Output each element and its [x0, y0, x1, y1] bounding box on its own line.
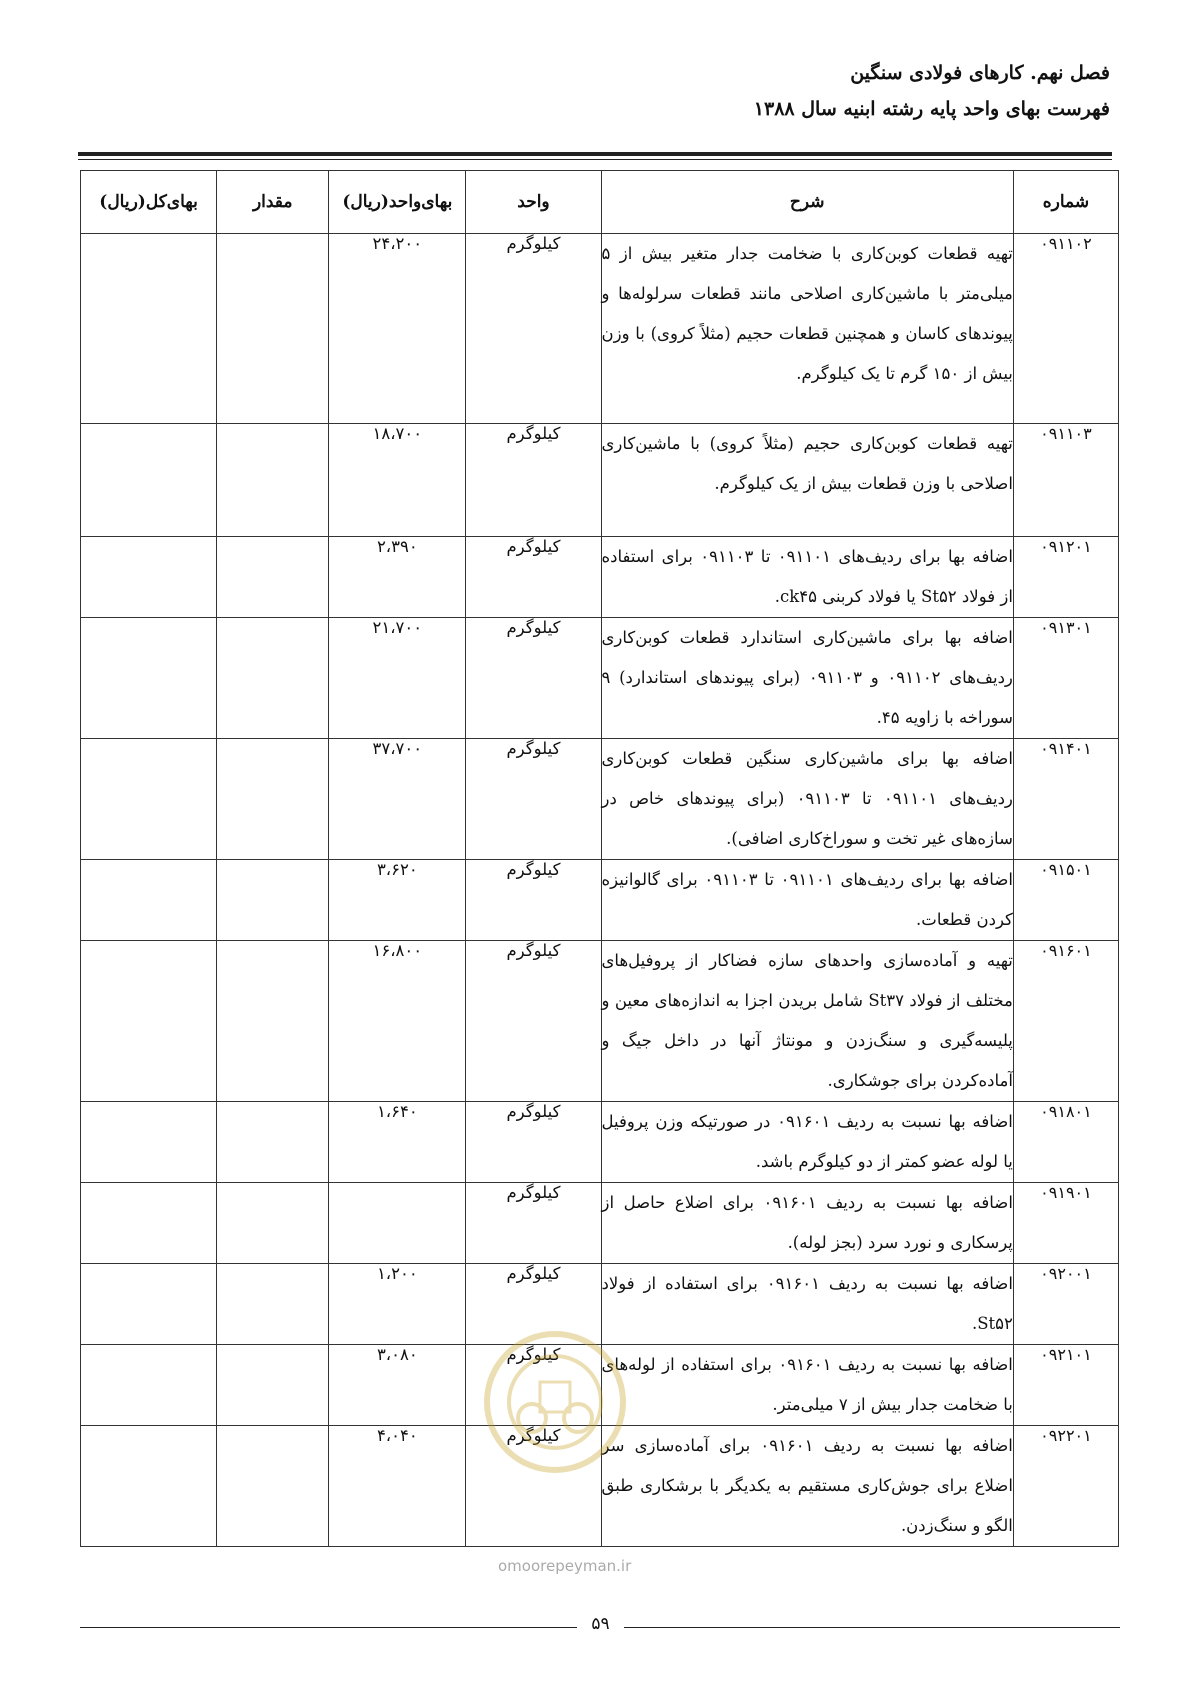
- item-number: ۰۹۱۴۰۱: [1013, 739, 1118, 860]
- item-number: ۰۹۱۵۰۱: [1013, 860, 1118, 941]
- page-number: ۵۹: [591, 1614, 610, 1634]
- col-quantity-header: مقدار: [217, 171, 329, 234]
- item-quantity: [217, 1264, 329, 1345]
- item-unit-price: ۱۸،۷۰۰: [329, 424, 466, 537]
- item-unit-price: ۲۴،۲۰۰: [329, 234, 466, 424]
- watermark-site-text: omoorepeyman.ir: [498, 1557, 632, 1575]
- item-total: [81, 1264, 217, 1345]
- item-unit-price: ۱،۶۴۰: [329, 1102, 466, 1183]
- table-row: [81, 860, 1119, 941]
- item-quantity: [217, 1183, 329, 1264]
- item-quantity: [217, 1345, 329, 1426]
- item-quantity: [217, 424, 329, 537]
- item-unit: کیلوگرم: [466, 941, 601, 1102]
- header-rule-thick: [78, 152, 1112, 156]
- item-total: [81, 1102, 217, 1183]
- page-header: [754, 62, 1110, 120]
- item-number: ۰۹۱۱۰۳: [1013, 424, 1118, 537]
- item-unit-price: ۲،۳۹۰: [329, 537, 466, 618]
- table-row: [81, 234, 1119, 424]
- footer-rule-right: [624, 1627, 1120, 1628]
- table-row: [81, 1183, 1119, 1264]
- item-unit: کیلوگرم: [466, 618, 601, 739]
- item-unit-price: ۳۷،۷۰۰: [329, 739, 466, 860]
- item-description: اضافه بها نسبت به ردیف ۰۹۱۶۰۱ برای استفاده از فولاد St۵۲.: [601, 1264, 1013, 1345]
- item-number: ۰۹۱۶۰۱: [1013, 941, 1118, 1102]
- item-unit: کیلوگرم: [466, 424, 601, 537]
- item-description: اضافه بها نسبت به ردیف ۰۹۱۶۰۱ برای اضلاع حاصل از پرسکاری و نورد سرد (بجز لوله).: [601, 1183, 1013, 1264]
- table-row: [81, 618, 1119, 739]
- table-row: [81, 537, 1119, 618]
- item-total: [81, 1345, 217, 1426]
- item-unit: کیلوگرم: [466, 234, 601, 424]
- watermark-seal-icon: [480, 1322, 630, 1482]
- col-total-header: بهای‌کل(ریال): [81, 171, 217, 234]
- item-quantity: [217, 537, 329, 618]
- item-total: [81, 618, 217, 739]
- item-number: ۰۹۱۳۰۱: [1013, 618, 1118, 739]
- item-quantity: [217, 739, 329, 860]
- item-total: [81, 1426, 217, 1547]
- table-row: [81, 739, 1119, 860]
- item-number: ۰۹۲۲۰۱: [1013, 1426, 1118, 1547]
- item-quantity: [217, 1102, 329, 1183]
- item-total: [81, 234, 217, 424]
- item-quantity: [217, 618, 329, 739]
- item-unit: کیلوگرم: [466, 1183, 601, 1264]
- table-row: [81, 1102, 1119, 1183]
- item-unit-price: ۳،۶۲۰: [329, 860, 466, 941]
- item-unit: کیلوگرم: [466, 860, 601, 941]
- item-description: اضافه بها نسبت به ردیف ۰۹۱۶۰۱ برای آماده‌سازی سر اضلاع برای جوش‌کاری مستقیم به یکدیگر با برشکاری طبق الگو و سنگ‌زدن.: [601, 1426, 1013, 1547]
- table-header-row: [81, 171, 1119, 234]
- item-quantity: [217, 1426, 329, 1547]
- item-description: اضافه بها برای ماشین‌کاری استاندارد قطعات کوبن‌کاری ردیف‌های ۰۹۱۱۰۲ و ۰۹۱۱۰۳ (برای پیوندهای استاندارد) ۹ سوراخه با زاویه ۴۵.: [601, 618, 1013, 739]
- table-row: [81, 941, 1119, 1102]
- item-number: ۰۹۱۱۰۲: [1013, 234, 1118, 424]
- item-quantity: [217, 941, 329, 1102]
- item-number: ۰۹۲۱۰۱: [1013, 1345, 1118, 1426]
- item-total: [81, 424, 217, 537]
- item-unit-price: ۱،۲۰۰: [329, 1264, 466, 1345]
- item-description: اضافه بها نسبت به ردیف ۰۹۱۶۰۱ در صورتیکه وزن پروفیل یا لوله عضو کمتر از دو کیلوگرم باشد.: [601, 1102, 1013, 1183]
- item-unit-price: ۳،۰۸۰: [329, 1345, 466, 1426]
- col-number-header: شماره: [1013, 171, 1118, 234]
- item-description: اضافه بها نسبت به ردیف ۰۹۱۶۰۱ برای استفاده از لوله‌های با ضخامت جدار بیش از ۷ میلی‌متر.: [601, 1345, 1013, 1426]
- item-description: اضافه بها برای ردیف‌های ۰۹۱۱۰۱ تا ۰۹۱۱۰۳ برای استفاده از فولاد St۵۲ یا فولاد کربنی ck۴۵.: [601, 537, 1013, 618]
- item-number: ۰۹۱۸۰۱: [1013, 1102, 1118, 1183]
- item-unit-price: ۱۶،۸۰۰: [329, 941, 466, 1102]
- item-description: اضافه بها برای ماشین‌کاری سنگین قطعات کوبن‌کاری ردیف‌های ۰۹۱۱۰۱ تا ۰۹۱۱۰۳ (برای پیوندهای خاص در سازه‌های غیر تخت و سوراخ‌کاری اضافی).: [601, 739, 1013, 860]
- item-quantity: [217, 860, 329, 941]
- item-total: [81, 860, 217, 941]
- item-description: تهیه و آماده‌سازی واحدهای سازه فضاکار از پروفیل‌های مختلف از فولاد St۳۷ شامل بریدن اجزا به اندازه‌های معین و پلیسه‌گیری و سنگ‌زدن و مونتاژ آنها در داخل جیگ و آماده‌کردن برای جوشکاری.: [601, 941, 1013, 1102]
- header-rule-thin: [78, 159, 1112, 160]
- chapter-title: فصل نهم. کارهای فولادی سنگین: [850, 62, 1110, 84]
- item-description: تهیه قطعات کوبن‌کاری حجیم (مثلاً کروی) با ماشین‌کاری اصلاحی با وزن قطعات بیش از یک کیلوگرم.: [601, 424, 1013, 537]
- col-unit-price-header: بهای‌واحد(ریال): [329, 171, 466, 234]
- item-unit-price: ۲۱،۷۰۰: [329, 618, 466, 739]
- col-description-header: شرح: [601, 171, 1013, 234]
- item-unit: کیلوگرم: [466, 1264, 601, 1345]
- item-quantity: [217, 234, 329, 424]
- item-unit: کیلوگرم: [466, 1345, 601, 1426]
- list-title: فهرست بهای واحد پایه رشته ابنیه سال ۱۳۸۸: [753, 98, 1110, 120]
- item-number: ۰۹۱۹۰۱: [1013, 1183, 1118, 1264]
- item-number: ۰۹۲۰۰۱: [1013, 1264, 1118, 1345]
- item-description: تهیه قطعات کوبن‌کاری با ضخامت جدار متغیر بیش از ۵ میلی‌متر با ماشین‌کاری اصلاحی مانند قطعات سرلوله‌ها و پیوندهای کاسان و همچنین قطعات حجیم (مثلاً کروی) با وزن بیش از ۱۵۰ گرم تا یک کیلوگرم.: [601, 234, 1013, 424]
- item-description: اضافه بها برای ردیف‌های ۰۹۱۱۰۱ تا ۰۹۱۱۰۳ برای گالوانیزه کردن قطعات.: [601, 860, 1013, 941]
- item-total: [81, 739, 217, 860]
- item-unit: کیلوگرم: [466, 1426, 601, 1547]
- item-total: [81, 537, 217, 618]
- item-unit: کیلوگرم: [466, 1102, 601, 1183]
- item-unit: کیلوگرم: [466, 537, 601, 618]
- table-row: [81, 424, 1119, 537]
- item-total: [81, 1183, 217, 1264]
- item-unit-price: ۴،۰۴۰: [329, 1426, 466, 1547]
- item-total: [81, 941, 217, 1102]
- col-unit-header: واحد: [466, 171, 601, 234]
- item-number: ۰۹۱۲۰۱: [1013, 537, 1118, 618]
- item-unit-price: [329, 1183, 466, 1264]
- item-unit: کیلوگرم: [466, 739, 601, 860]
- footer-rule-left: [80, 1627, 577, 1628]
